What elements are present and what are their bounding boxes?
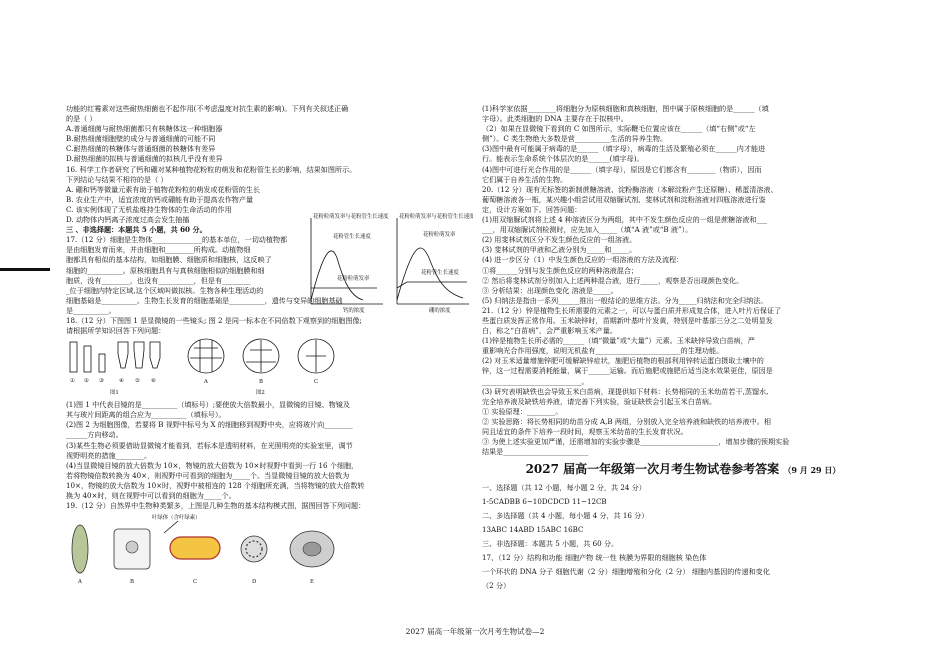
organism-c — [170, 537, 220, 559]
microscope-figures — [66, 336, 471, 400]
answer-key-title — [482, 460, 884, 479]
answer-line: 13ABC 14ABD 15ABC 16BC — [482, 525, 584, 535]
chloroplast-caption: 叶绿体（含叶绿素） — [152, 515, 201, 522]
text-line: ①将______分别与发生颜色反应的两种溶液混合； — [482, 265, 639, 275]
text-line: 视野明亮的措施________。 — [66, 450, 152, 460]
boron-curve-pollen-tube — [397, 282, 467, 288]
text-line: 的是（ ） — [66, 114, 97, 124]
binding-margin-mark — [0, 268, 50, 271]
lens-1 — [70, 342, 77, 372]
text-line: 定，设计方案如下。回答问题： — [482, 204, 582, 214]
text-line: 结果是________________________ — [482, 447, 589, 457]
organism-a — [72, 525, 88, 573]
fig1-label: ③ — [99, 378, 104, 385]
section-title: 三 、非选择题：本题共 5 小题，共 60 分。 — [66, 225, 207, 235]
organism-label: E — [310, 579, 314, 586]
boron-chart — [397, 212, 473, 314]
text-line: 17.（12 分）细胞是生物体______________的基本单位，一切动植物都 — [66, 235, 288, 245]
text-line: ③ 分析结果：出现颜色变化 溶液是_____。 — [482, 285, 618, 295]
text-line: 细胞基础是__________。生物生长发育的细胞基础是__________，遗传与变异的细胞基础 — [66, 295, 343, 305]
text-line: （2）如果在显微镜下看到的 C 如图所示，实际鞭毛位置应该在______（填“右侧”或“左 — [482, 124, 756, 134]
chart-xlabel: 钙的浓度 — [343, 308, 365, 314]
fig2-label: C — [314, 379, 319, 386]
text-line: 是由细胞发育而来，并由细胞和________所构成。动植物细 — [66, 245, 251, 255]
text-line: (1)锌是植物生长所必需的______（填“微量”或“大量”）元素。玉米缺锌导致白苗病，严 — [482, 336, 755, 346]
text-line: 请根据所学知识回答下列问题： — [66, 326, 166, 336]
answer-title-text: 2027 届高一年级第一次月考生物试卷参考答案 — [525, 462, 780, 477]
fig1-label: ⑥ — [151, 378, 156, 385]
text-line: 白，称之“白苗病”，会严重影响玉米产量。 — [482, 326, 617, 336]
fig2-caption: 图2 — [256, 390, 265, 397]
option-line: A. 硼和钙等微量元素有助于植物花粉粒的萌发或花粉管的生长 — [66, 184, 261, 194]
text-line: 胞都具有相似的基本结构，如细胞膜、细胞质和细胞核，这反映了 — [66, 255, 272, 265]
text-line: (2)图 2 为细胞图像，若要将 B 视野中标号为 X 的细胞移到视野中央，应将玻片向________ — [66, 420, 353, 430]
cell-view-a — [188, 339, 224, 373]
lens-6 — [150, 342, 160, 368]
curve-label: 花粉管生长速度 — [421, 270, 459, 276]
question-21: 21.（12 分）锌是植物生长所需要的元素之一，可以与蛋白质并形成复合体，进入叶片后保证了 — [482, 305, 782, 315]
text-line: 功能的红霉素对这些耐热细菌也不起作用(不考虑温度对抗生素的影响)。下列有关叙述正确 — [66, 104, 349, 113]
text-line: (4)当显微镜目镜的放大倍数为 10×，物镜的放大倍数为 10×时视野中看到一行 16 个细胞， — [66, 460, 359, 470]
lens-4 — [118, 342, 128, 368]
left-column — [66, 104, 471, 587]
lens-5 — [134, 342, 144, 368]
fig2-label: B — [259, 379, 263, 386]
answer-line: 三、非选择题：本题共 5 小题，共 60 分。 — [482, 539, 619, 549]
text-line: 侧”）。C 类生物绝大多数是营__________生活的异养生物。 — [482, 134, 668, 144]
text-line: ___，用双缩脲试剂检测时，应先加入_____（填“A 液”或“B 液”）。 — [482, 225, 693, 235]
text-line: 完全培养液及缺铁培养液，请完善下列实验，验证缺铁会引起玉米白苗病。 — [482, 396, 717, 406]
text-line: ____________________________。 — [482, 376, 589, 386]
text-line: (3) 斐林试剂的甲液和乙液分别为_____和_____。 — [482, 245, 637, 255]
answer-line: （2 分） — [482, 581, 511, 591]
organism-label: D — [252, 579, 257, 586]
text-line: (4)图中可进行光合作用的是______（填字母），原因是它们都含有________（物质），因而 — [482, 164, 762, 174]
fig1-label: ④ — [119, 378, 124, 385]
text-line: (3)图中最有可能属于病毒的是______（填字母），病毒的生活及繁殖必须在______内才能进 — [482, 144, 766, 154]
page-footer: 2027 届高一年级第一次月考生物试卷—2 — [405, 627, 545, 636]
text-line: 重影响光合作用强度，说明无机盐有________________________的生理功能。 — [482, 346, 724, 356]
right-column — [482, 104, 884, 593]
answer-line: 1-5CADBB 6~10DCDCD 11~12CB — [482, 497, 607, 507]
text-line: (1)用双缩脲试剂将上述 4 种溶液区分为两组，其中不发生颜色反应的一组是蔗糖溶液和___ — [482, 215, 768, 225]
text-line: ______方向移动。 — [66, 430, 123, 440]
option-line: C. 该实例体现了无机盐维持生物体的生命活动的作用 — [66, 204, 232, 214]
text-line: (2) 对玉米适量增施锌肥可缓解缺锌症状，施肥后植物的根部利用锌转运蛋白摄取土壤中的 — [482, 356, 764, 366]
text-line: 下列结论与结果不相符的是（ ） — [66, 174, 168, 184]
text-line: (1)图 1 中代表目镜的是__________（填标号）;要使放大倍数最小，显微镜的目镜、物镜及 — [66, 400, 350, 410]
calcium-chart — [311, 212, 389, 314]
text-line: (3)某些生物必须要借助显微镜才能看到，若标本是透明材料，在光照明亮的实验室里，调节 — [66, 440, 353, 450]
fig2-label: A — [204, 379, 208, 386]
text-line: (4) 进一步区分（1）中发生颜色反应的一组溶液的方法及流程： — [482, 255, 684, 265]
text-line: 锌，这一过程需要消耗能量，属于______运输。而后施肥或施肥后适当浇水效果更佳，原因是 — [482, 366, 773, 376]
question-17 — [66, 235, 298, 296]
answer-date: （9 月 29 日） — [783, 465, 841, 476]
option-line: D. 动物体内钙离子浓度过高会发生抽搐 — [66, 215, 190, 225]
option-line: A.普通细菌与耐热细菌都只有核糖体这一种细胞器 — [66, 124, 223, 134]
text-line: 换为 40×时，则在视野中可以看到的细胞为_____个。 — [66, 491, 236, 500]
text-line: (2) 用斐林试剂区分不发生颜色反应的一组溶液。 — [482, 235, 637, 245]
curve-label: 花粉粒萌发率 — [337, 276, 370, 282]
option-line: C.耐热细菌的核糖体与普通细菌的核糖体有差异 — [66, 144, 216, 154]
text-line: 10×，物镜的放大倍数为 10×时，视野中被相连的 128 个细胞所充满，当将物镜的放大倍数转 — [66, 480, 365, 490]
question-16: 16. 科学工作者研究了钙和硼对某种植物花粉粒的萌发和花粉管生长的影响，结果如图所示。 — [66, 164, 357, 174]
text-line: 它们属于自养生活的生物。 — [482, 174, 568, 184]
text-line: 胞质，没有________，也没有__________，但是有________ — [66, 275, 251, 285]
answer-line: 17、（12 分）结构和功能 细胞产物 统一性 核膜为界限的细胞核 染色体 — [482, 553, 707, 563]
text-line: 行。能表示生命系统个体层次的是______(填字母)。 — [482, 154, 644, 164]
option-line: B. 农业生产中，适宜浓度的钙或硼能有助于提高农作物产量 — [66, 194, 254, 204]
option-line: D.耐热细菌的拟核与普通细菌的拟核几乎没有差异 — [66, 154, 223, 164]
text-line: 其与玻片间距离的组合应为__________（填标号）。 — [66, 410, 226, 420]
text-line: 同且适宜的条件下培养一段时间，观察玉米幼苗的生长发育状况。 — [482, 427, 688, 436]
text-line: 字母）。此类细胞的 DNA 主要存在于拟核中。 — [482, 114, 628, 124]
answer-line: 一个环状的 DNA 分子 细胞代谢（2 分）细胞增殖和分化（2 分） 细胞内基因的传递和变化 — [482, 567, 770, 577]
q16-charts — [303, 212, 473, 320]
answer-line: 二、多选择题（共 4 小题，每小题 4 分，共 16 分） — [482, 511, 649, 521]
lens-3 — [99, 354, 105, 372]
text-line: 是__________。 — [66, 305, 116, 315]
chart-ylabel: 花粉粒萌发率与花粉管生长速度 — [313, 214, 389, 220]
question-18: 18.（12 分）下图图 1 是显微镜的一些镜头; 图 2 是同一标本在不同倍数下观察到的细胞图像; — [66, 315, 362, 325]
question-20: 20.（12 分）现有无标签的新制蔗糖溶液、淀粉酶溶液（本解淀粉产生还原糖）、稀蛋清溶液、 — [482, 184, 778, 194]
text-line: ① 实验原理：________。 — [482, 406, 563, 416]
organism-d — [241, 536, 267, 562]
text-line: ② 实验思路：将长势相同的幼苗分成 A,B 两组，分别放入完全培养液和缺铁的培养液中。相 — [482, 416, 771, 426]
fig1-label: ① — [70, 378, 75, 385]
curve-label: 花粉粒萌发率 — [423, 232, 456, 238]
curve-label: 花粉管生长速度 — [333, 234, 371, 240]
text-line: 细胞的__________。原核细胞具有与真核细胞相似的细胞膜和细 — [66, 265, 265, 275]
lens-2 — [84, 346, 91, 372]
text-line: ③ 为使上述实验更加严谨，还需增加的实验步骤是______________________，增加步骤的预期实验 — [482, 437, 790, 447]
text-line: 葡萄糖溶液各一瓶，某兴趣小组尝试用双缩脲试剂、斐林试剂和淀粉溶液对四瓶溶液进行鉴 — [482, 194, 766, 204]
organism-label: C — [193, 579, 198, 586]
text-line: _位于细胞内特定区域,这个区域叫做拟核。生物各种生理活动的 — [66, 285, 264, 295]
question-19: 19.（12 分）自然界中生物种类繁多，上图是几种生物的基本结构模式图，据图回答下列问题： — [66, 501, 366, 511]
organism-label: A — [78, 579, 82, 586]
text-line: ② 然后将斐林试剂分别加入上述两种混合液，进行_____，观察是否出现颜色变化。 — [482, 275, 744, 285]
text-line: 些蛋白质发挥正常作用。玉米缺锌时，苗期新叶基叶片发黄，特别是叶基部三分之二处明显发 — [482, 315, 773, 325]
microscope-figure-svg — [66, 336, 471, 400]
answer-key — [482, 481, 884, 593]
fig1-label: ② — [84, 378, 89, 385]
lens-group — [70, 342, 160, 372]
organism-label: B — [130, 579, 134, 586]
answer-line: 一、选择题（共 12 小题，每小题 2 分，共 24 分） — [482, 483, 646, 493]
text-line: (3) 研究表明缺铁也会导致玉米白苗病，现提供如下材料：长势相同的玉米幼苗若干,蒸馏水, — [482, 386, 769, 396]
text-line: 若将物镜倍数转换为 40×，则视野中可看到的细胞为_____个。当显微镜目镜的放大倍数为 — [66, 470, 350, 480]
organism-figure — [66, 511, 471, 587]
text-line: (1)科学家依据________将细胞分为原核细胞和真核细胞，图中属于原核细胞的是______（填 — [482, 104, 769, 113]
text-line: (5) 归纳法是指由一系列______推出一般结论的思维方法。分为_____归纳法和完全归纳法。 — [482, 295, 768, 305]
chart-ylabel: 花粉粒萌发率与花粉管生长速度 — [399, 214, 473, 220]
chart-xlabel: 硼的浓度 — [429, 308, 451, 314]
fig1-label: ⑤ — [135, 378, 140, 385]
q16-charts-svg — [303, 212, 473, 316]
organism-figure-svg — [66, 511, 366, 587]
fig1-caption: 图1 — [110, 390, 119, 397]
option-line: B.耐热细菌细胞壁的成分与普通细菌的可能不同 — [66, 134, 216, 144]
